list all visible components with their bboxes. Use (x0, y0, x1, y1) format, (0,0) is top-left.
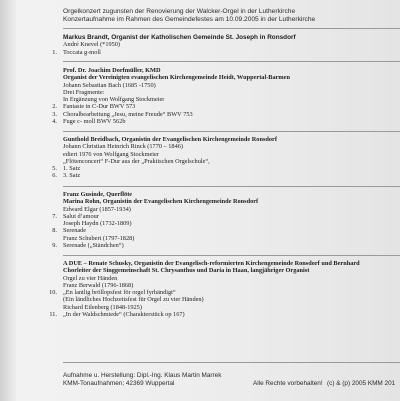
performer-heading: A DUE – Renate Schusky, Organistin der Evangelisch-reformierten Kirchengemeinde Ronsdorf und Bernhard (63, 260, 360, 267)
performer-subheading: Marina Rohn, Organistin der Evangelischen Kirchengemeinde Ronsdorf (63, 198, 259, 206)
performer-heading: Markus Brandt, Organist der Katholischen Gemeinde St. Joseph in Ronsdorf (63, 34, 296, 41)
composer-line: Franz Schubert (1797-1828) (63, 234, 135, 242)
track-row (52, 242, 400, 250)
note-line: Orgel zu vier Händen (63, 274, 118, 282)
track-title: Choralbearbeitung „Jesu, meine Freude“ BWV 753 (63, 110, 193, 118)
track-number: 9. (52, 242, 57, 250)
credit-line: Aufnahme u. Herstellung: Dipl.-Ing. Klaus Martin Marrek (63, 372, 222, 379)
track-number: 4. (52, 118, 57, 126)
divider (63, 131, 400, 132)
performer-subheading: Organist der Vereinigten evangelischen Kirchengemeinde Heidt, Wuppertal-Barmen (63, 74, 290, 82)
track-number: 8. (52, 227, 57, 235)
track-number: 10. (49, 289, 57, 297)
page-edge-shadow (0, 0, 16, 401)
performer-heading: Gunthold Breidbach, Organistin der Evangelischen Kirchengemeinde Ronsdorf (63, 136, 277, 143)
composer-line: Franz Berwald (1796-1868) (63, 281, 134, 289)
track-number: 5. (52, 165, 57, 173)
section-brandt (52, 34, 400, 56)
track-title: Fantasie in C-Dur BWV 573 (63, 103, 136, 111)
track-row (52, 48, 400, 56)
production-credits (63, 372, 400, 388)
rights-notice: Alle Rechte vorbehalten! (253, 380, 323, 387)
header-line-2: Konzertaufnahme im Rahmen des Gemeindefestes am 10.09.2005 in der Lutherkirche (63, 16, 316, 23)
divider (63, 61, 400, 62)
track-row (52, 110, 400, 118)
composer-line: Johann Christian Heinrich Rinck (1770 – 1846) (63, 143, 183, 151)
track-row (52, 227, 400, 235)
track-title: Serenade (63, 227, 87, 235)
track-title: „In der Waldschmiede“ (Charakterstück op 167) (63, 311, 185, 319)
divider (63, 186, 400, 187)
section-gusinde-rohn (52, 191, 400, 250)
section-breidbach (52, 136, 400, 180)
track-row (52, 118, 400, 126)
track-number: 6. (52, 172, 57, 180)
section-dorfmueller (52, 67, 400, 126)
divider (63, 28, 400, 29)
composer-line: Richard Eilenberg (1848-1925) (63, 303, 142, 311)
track-title: Serenade („Ständchen“) (63, 242, 124, 250)
section-a-due (49, 260, 400, 319)
performer-heading: Franz Gusinde, Querflöte (63, 191, 133, 198)
performer-subheading: Chorleiter der Singgemeinschaft St. Chrysanthus und Daria in Haan, langjähriger Organist (63, 267, 310, 275)
header-line-1: Orgelkonzert zugunsten der Renovierung der Walcker-Orgel in der Lutherkirche (63, 8, 296, 15)
note-line: ediert 1976 von Wolfgang Stockmeier (63, 150, 159, 158)
composer-line: Joseph Haydn (1732-1809) (63, 220, 132, 228)
performer-heading: Prof. Dr. Joachim Dorfmüller, KMD (63, 67, 161, 74)
track-row (52, 172, 400, 180)
track-title: „En lantlig bröllopsfest för orgel fyrhändigt“ (63, 289, 176, 297)
track-row (49, 289, 400, 297)
track-number: 7. (52, 212, 57, 220)
track-row (49, 311, 400, 319)
track-row (52, 212, 400, 220)
note-line: „Flötenconcert“ F-Dur aus der „Praktischen Orgelschule“, (63, 157, 210, 165)
track-title: Salut d’amour (63, 212, 99, 220)
composer-line: Johann Sebastian Bach (1685 -1750) (63, 81, 156, 89)
track-number: 2. (52, 103, 57, 111)
track-number: 11. (49, 311, 57, 319)
track-number: 3. (52, 110, 57, 118)
track-row (52, 103, 400, 111)
track-title: 1. Satz (63, 165, 81, 173)
track-title: Fuge c- moll BWV 562b (63, 118, 126, 126)
composer-line: Edward Elgar (1857-1934) (63, 205, 131, 213)
note-line: Drei Fragmente: (63, 88, 105, 96)
track-title: 3. Satz (63, 172, 81, 180)
track-title: Toccata g-moll (63, 48, 101, 56)
copyright-notice: (c) & (p) 2005 KMM 201 (327, 380, 396, 387)
credit-line: KMM-Tonaufnahmen; 42369 Wuppertal (63, 380, 175, 387)
concert-header (63, 8, 400, 24)
divider (63, 255, 400, 256)
note-line: (Ein ländliches Hochzeitsfest für Orgel zu vier Händen) (63, 296, 204, 304)
divider (63, 362, 400, 363)
track-row (52, 165, 400, 173)
composer-line: André Knevel (*1950) (63, 41, 121, 49)
track-number: 1. (52, 48, 57, 56)
note-line: In Ergänzung von Wolfgang Stockmeier (63, 96, 165, 104)
